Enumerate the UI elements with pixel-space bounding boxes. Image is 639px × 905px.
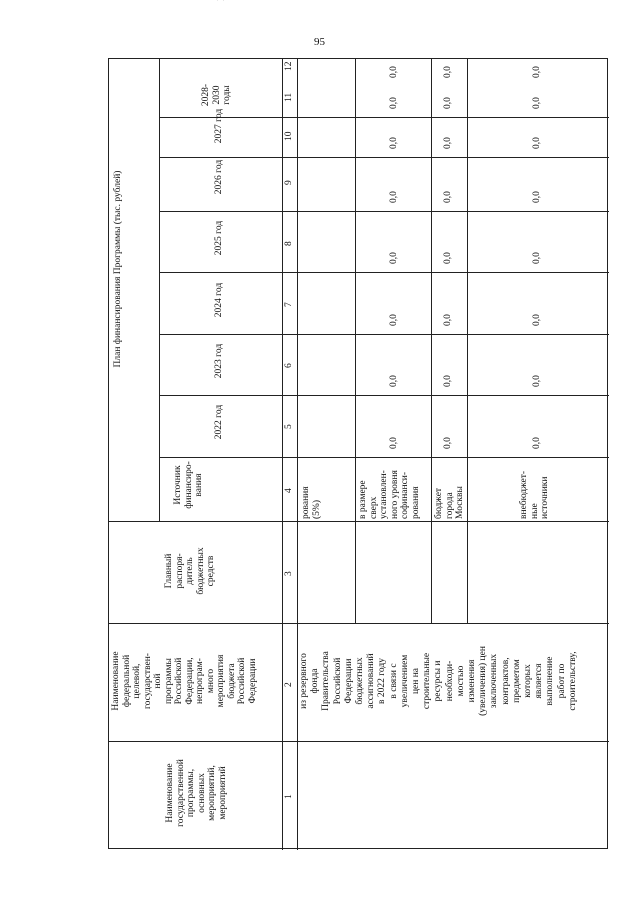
header-col-3: Главный распоря- дитель бюджетных средств (164, 547, 216, 595)
row-col2-description: из резервного фонда Правительства Российской Федерации бюджетных ассигнований в 2022 году в связи с увеличением цен на строительные ресурсы и необходи- мостью изменения (увеличения) цен заключенных контрактов, предметом которых является выполнение работ по строительству, (299, 646, 578, 716)
row-4-value-2026: 0,0 (532, 191, 542, 203)
header-year-2028-2030: 2028- 2030 годы (201, 83, 232, 107)
col-number-1: 1 (284, 794, 294, 799)
row-4-value-total: 0,0 (532, 66, 542, 78)
col-number-3: 3 (284, 571, 294, 576)
row-2-value-2028-2030: 0,0 (389, 97, 399, 109)
row-2-value-2026: 0,0 (389, 191, 399, 203)
header-year-2027: 2027 год (214, 108, 224, 144)
row-3-value-2025: 0,0 (443, 252, 453, 264)
page-number: 95 (314, 36, 325, 48)
header-year-2026: 2026 год (214, 159, 224, 195)
col-number-12: 12 (284, 61, 294, 71)
header-year-2025: 2025 год (214, 220, 224, 256)
col-number-11: 11 (284, 92, 294, 102)
row-3-value-2026: 0,0 (443, 191, 453, 203)
col-number-4: 4 (284, 488, 294, 493)
col-number-7: 7 (284, 302, 294, 307)
header-year-2022: 2022 год (214, 404, 224, 440)
row-4-value-2024: 0,0 (532, 314, 542, 326)
row-3-value-2023: 0,0 (443, 375, 453, 387)
row-3-source: бюджет города Москвы (434, 486, 465, 519)
col-number-10: 10 (284, 131, 294, 141)
row-2-value-2027: 0,0 (389, 137, 399, 149)
row-4-value-2023: 0,0 (532, 375, 542, 387)
header-year-2024: 2024 год (214, 282, 224, 318)
row-3-value-2024: 0,0 (443, 314, 453, 326)
row-2-value-2023: 0,0 (389, 375, 399, 387)
row-4-value-2022: 0,0 (532, 437, 542, 449)
row-1-source: рования (5%) (301, 486, 322, 519)
col-number-2: 2 (284, 682, 294, 687)
row-4-source: внебюджет- ные источники (519, 470, 550, 519)
row-4-value-2027: 0,0 (532, 137, 542, 149)
header-year-2023: 2023 год (214, 343, 224, 379)
financing-table (108, 58, 608, 849)
col-number-6: 6 (284, 363, 294, 368)
row-3-value-total: 0,0 (443, 66, 453, 78)
row-2-value-2024: 0,0 (389, 314, 399, 326)
row-2-source: в размере сверх установлен- ного уровня софинанси- рования (358, 470, 421, 519)
header-col-1: Наименование государственной программы, основных мероприятий, мероприятий (165, 759, 228, 827)
row-3-value-2028-2030: 0,0 (443, 97, 453, 109)
col-number-9: 9 (284, 180, 294, 185)
row-3-value-2027: 0,0 (443, 137, 453, 149)
plan-title: План финансирования Программы (тыс. рублей) (113, 170, 123, 368)
header-total (217, 0, 228, 11)
header-col-2: Наименование федеральной целевой, государствен- ной программы Российской Федерации, непрограм- много мероприятия бюджета Российской Федерации (111, 651, 258, 711)
row-2-value-2022: 0,0 (389, 437, 399, 449)
row-4-value-2025: 0,0 (532, 252, 542, 264)
row-2-value-2025: 0,0 (389, 252, 399, 264)
col-number-8: 8 (284, 241, 294, 246)
row-4-value-2028-2030: 0,0 (532, 97, 542, 109)
col-number-5: 5 (284, 424, 294, 429)
row-3-value-2022: 0,0 (443, 437, 453, 449)
row-2-value-total: 0,0 (389, 66, 399, 78)
header-col-4: Источник финансиро- вания (173, 461, 204, 509)
